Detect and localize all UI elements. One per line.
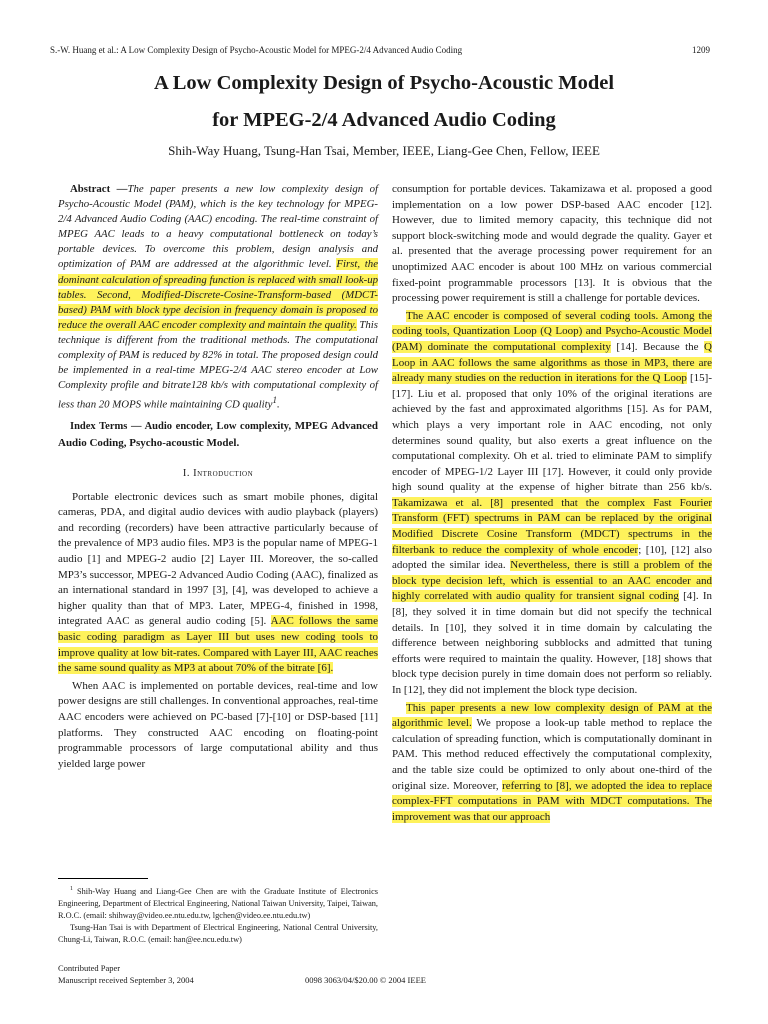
page-number: 1209: [692, 45, 710, 55]
right-paragraph-3: [392, 701, 712, 826]
footnote-marker: 1: [272, 395, 277, 406]
index-terms-label: Index Terms — Audio encoder, Low complexity,: [70, 421, 295, 432]
abstract-end: .: [276, 398, 280, 411]
left-column: [58, 182, 378, 772]
index-terms: [58, 418, 378, 452]
right-p3-text-1: We propose a look-up table method to replace the calculation of spreading function, which is computationally dominant in PAM. This method reduced effectively the computational complexity, and the table size could be optimized to only about one-third of the original size. Moreover,: [392, 717, 712, 792]
right-column: [392, 182, 712, 825]
right-paragraph-2: [392, 309, 712, 699]
hl-referring: referring to [8], we adopted the idea to replace complex-FFT computations in PAM with MDCT computations. The improvement was that our approach: [392, 779, 712, 823]
paper-title-line1: A Low Complexity Design of Psycho-Acoustic Model: [153, 72, 615, 94]
section-number: I.: [182, 468, 194, 479]
running-head: [50, 45, 710, 55]
intro-paragraph-2: When AAC is implemented on portable devices, real-time and low power designs are still challenges. In conventional approaches, real-time AAC encoders were achieved on PC-based [7]-[10] or DSP-based [11] platforms. They constructed AAC encoding on floating-point programmable processors of large computational ability and thus yielded large power: [58, 679, 378, 770]
running-head-title: S.-W. Huang et al.: A Low Complexity Design of Psycho-Acoustic Model for MPEG-2/4 Advanced Audio Coding: [50, 45, 463, 55]
contributed-paper-label: Contributed Paper: [58, 963, 121, 973]
index-terms-rest: MPEG Advanced Audio Coding, Psycho-acoustic Model.: [58, 420, 378, 449]
intro-paragraph-1: [58, 490, 378, 677]
footnote-1-marker: 1: [70, 886, 73, 892]
manuscript-received: Manuscript received September 3, 2004: [58, 975, 194, 985]
abstract-text-2: This technique is different from the traditional methods. The computational complexity of PAM is reduced by 82% in total. The proposed design could be implemented in a real-time MPEG-2/4 AAC stereo encoder at Low Complexity profile and bitrate128 kb/s with computational complexity of less than 20 MOPS while maintaining CD quality: [58, 318, 378, 411]
right-p2-text-4: [4]. In [8], they solved it in time domain but did not specify the technical details. In [10], they solved it in time domain by calculating the difference between neighboring subblocks and admitted that tuning efforts were required to maintain the quality. However, [18] shows that block type decision purely in time domain does not perform so reliably. In [12], they did not implement the block type decision.: [392, 590, 712, 696]
right-paragraph-1: consumption for portable devices. Takamizawa et al. proposed a good implementation on a low power DSP-based AAC encoder [12]. However, due to limited memory capacity, this technique did not support block-switching mode and would degrade the quality. Gayer et al. presented that the average processing power requirement for an unoptimized AAC encoder is about 100 MHz on various commercial fixed-point programmable processors [13]. It is obvious that the processing power requirement is still a challenge for portable devices.: [392, 183, 712, 305]
right-p2-text-1: [14]. Because the: [610, 340, 705, 353]
hl-this-paper: This paper presents a new low complexity design of PAM at the algorithmic level.: [392, 701, 712, 730]
right-p2-text-2: [15]-[17]. Liu et al. proposed that only 10% of the original iterations are achieved by the fast and approximated algorithms [15]. As for PAM, which plays a very important role in AAC encoding, not only determines sound quality, but also exerts a great influence on the computational complexity. Oh et al. tried to eliminate PAM to simplify encoder of MPEG-1/2 Layer III [17]. However, it could only provide high sound quality at the expense of higher bitrate than 256 kb/s.: [392, 372, 712, 494]
section-heading-introduction: [58, 466, 378, 482]
hl-takamizawa: Takamizawa et al. [8] presented that the complex Fast Fourier Transform (FFT) spectrums in PAM can be replaced by the original Modified Discrete Cosine Transform (MDCT) spectrums in the filterbank to reduce the complexity of whole encoder: [392, 496, 712, 556]
paper-title-line2: for MPEG-2/4 Advanced Audio Coding: [212, 109, 556, 131]
hl-q-loop: Q Loop in AAC follows the same algorithms as those in MP3, there are already many studies on the reduction in iterations for the Q Loop: [392, 340, 712, 385]
hl-coding-tools: The AAC encoder is composed of several coding tools. Among the coding tools, Quantization Loop (Q Loop) and Psycho-Acoustic Model (PAM) dominate the computational complexity: [392, 309, 712, 353]
right-p2-text-3: ; [10], [12] also adopted the similar idea.: [392, 543, 712, 572]
footnotes: [58, 883, 378, 946]
hl-block-type: Nevertheless, there is still a problem of the block type decision left, which is essential to an AAC encoder and highly correlated with audio quality for transient signal coding: [392, 559, 712, 603]
abstract-label: Abstract: [70, 183, 111, 195]
footnote-rule: [58, 878, 148, 879]
intro-p1-text: Portable electronic devices such as smart mobile phones, digital cameras, PDA, and digital audio devices with audio playback (players) and recording (recorders) have been attractive particularly because of the prevalence of MP3 audio files. MP3 is the popular name of MPEG-1 audio [1] and MPEG-2 audio [2] Layer III. Moreover, the so-called MP3’s successor, MPEG-2 Advanced Audio Coding (AAC), finalized as an international standard in 1997 [3], [4], was developed to achieve a higher quality than that of MP3. Later, MPEG-4, finished in 1998, integrated AAC as general audio coding [5].: [58, 490, 378, 628]
footnote-1-text: Shih-Way Huang and Liang-Gee Chen are with the Graduate Institute of Electronics Engineering, Department of Electrical Engineering, National Taiwan University, Taipei, Taiwan, R.O.C. (email: shihway@video.ee.ntu.edu.tw, lgchen@video.ee.ntu.edu.tw): [58, 886, 378, 920]
section-title: Introduction: [193, 468, 254, 479]
authors: Shih-Way Huang, Tsung-Han Tsai, Member, IEEE, Liang-Gee Chen, Fellow, IEEE: [168, 143, 600, 158]
footnote-1: [58, 883, 378, 922]
intro-p1-highlight: AAC follows the same basic coding paradigm as Layer III but uses new coding tools to improve quality at low bit-rates. Compared with Layer III, AAC reaches the same sound quality as MP3 at about 70% of the bitrate [6].: [58, 615, 378, 675]
abstract-highlight: First, the dominant calculation of spreading function is replaced with small look-up tables. Second, Modified-Discrete-Cosine-Transform-based (MDCT-based) PAM with block type decision in frequency domain is proposed to reduce the overall AAC encoder complexity and maintain the quality.: [58, 258, 378, 331]
copyright-line: 0098 3063/04/$20.00 © 2004 IEEE: [305, 975, 426, 985]
manuscript-info: [58, 962, 194, 986]
abstract-dash: —: [110, 183, 128, 195]
abstract-text-1: The paper presents a new low complexity design of Psycho-Acoustic Model (PAM), which is the key technology for MPEG-2/4 Advanced Audio Coding (AAC) encoding. The real-time constraint of MPEG AAC leads to a heavy computational bottleneck on today’s portable devices. To overcome this problem, design analysis and optimization of PAM are addressed at the algorithmic level.: [58, 183, 378, 271]
footnote-2: Tsung-Han Tsai is with Department of Electrical Engineering, National Central University, Chung-Li, Taiwan, R.O.C. (email: han@ee.ncu.edu.tw): [58, 922, 378, 944]
abstract: [58, 182, 378, 413]
